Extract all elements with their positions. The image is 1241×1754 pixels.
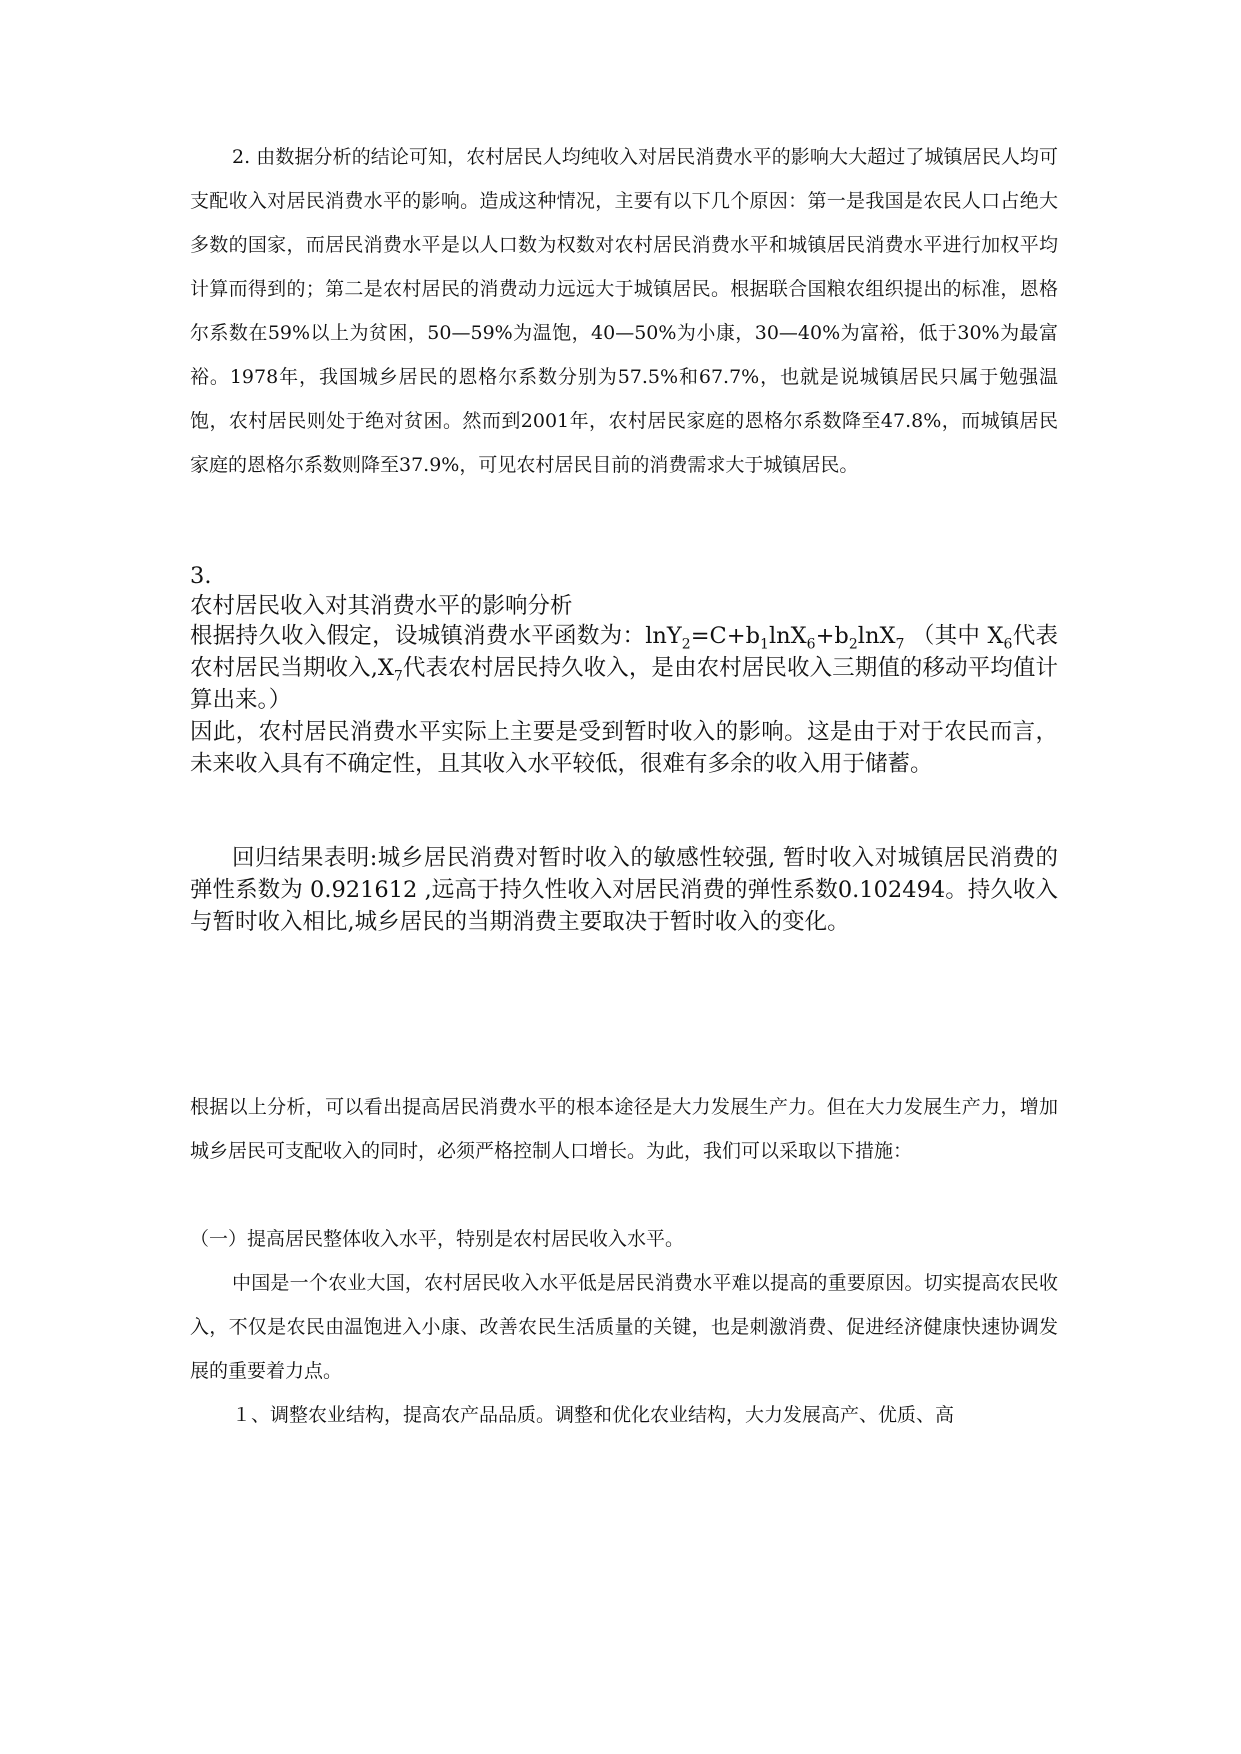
formula-note-start: （其中 X <box>911 623 1004 649</box>
measure-1-sub-1: １、调整农业结构，提高农产品品质。调整和优化农业结构，大力发展高产、优质、高 <box>232 1404 955 1426</box>
measures-intro: 根据以上分析，可以看出提高居民消费水平的根本途径是大力发展生产力。但在大力发展生产力，增加城乡居民可支配收入的同时，必须严格控制人口增长。为此，我们可以采取以下措施： <box>190 1096 1058 1162</box>
section3-heading: 农村居民收入对其消费水平的影响分析 <box>190 593 573 619</box>
section3-conclusion: 因此，农村居民消费水平实际上主要是受到暂时收入的影响。这是由于对于农民而言，未来收入具有不确定性，且其收入水平较低，很难有多余的收入用于储蓄。 <box>190 719 1058 777</box>
measure-1-heading: （一）提高居民整体收入水平，特别是农村居民收入水平。 <box>190 1228 685 1250</box>
section2-paragraph: 2. 由数据分析的结论可知，农村居民人均纯收入对居民消费水平的影响大大超过了城镇居民人均可支配收入对居民消费水平的影响。造成这种情况，主要有以下几个原因：第一是我国是农民人口占绝大多数的国家，而居民消费水平是以人口数为权数对农村居民消费水平和城镇居民消费水平进行加权平均计算而得到的；第二是农村居民的消费动力远远大于城镇居民。根据联合国粮农组织提出的标准，恩格尔系数在59%以上为贫困，50—59%为温饱，40—50%为小康，30—40%为富裕，低于30%为最富裕。1978年，我国城乡居民的恩格尔系数分别为57.5%和67.7%，也就是说城镇居民只属于勉强温饱，农村居民则处于绝对贫困。然而到2001年，农村居民家庭的恩格尔系数降至47.8%，而城镇居民家庭的恩格尔系数则降至37.9%，可见农村居民目前的消费需求大于城镇居民。 <box>190 146 1058 476</box>
section3-formula-paragraph: 根据持久收入假定，设城镇消费水平函数为：$\ln Y_2=C+b_1\ln X_6+b_2\ln X_7$ （其中 $X_6$代表农村居民当期收入$,X_7$代表农村居民持久收入，是由农村居民收入三期值的移动平均值计算出来。） <box>190 623 1058 713</box>
measure-1-body: 中国是一个农业大国，农村居民收入水平低是居民消费水平难以提高的重要原因。切实提高农民收入，不仅是农民由温饱进入小康、改善农民生活质量的关键，也是刺激消费、促进经济健康快速协调发展的重要着力点。 <box>190 1272 1058 1382</box>
formula: $\ln Y_2=C+b_1\ln X_6+b_2\ln X_7$ <box>645 623 905 653</box>
formula-note-x7: 代表农村居民持久收入，是由农村居民收入三期值的移动平均值计算出来。） <box>190 655 1058 713</box>
section3-number: 3. <box>190 563 212 589</box>
regression-paragraph: 回归结果表明:城乡居民消费对暂时收入的敏感性较强, 暂时收入对城镇居民消费的弹性系数为 0.921612 ,远高于持久性收入对居民消费的弹性系数0.102494。持久收入与暂时收入相比,城乡居民的当期消费主要取决于暂时收入的变化。 <box>190 845 1058 935</box>
formula-note-x6: 代表农村居民当期收入,X <box>190 623 1058 681</box>
formula-intro: 根据持久收入假定，设城镇消费水平函数为： <box>190 623 646 649</box>
